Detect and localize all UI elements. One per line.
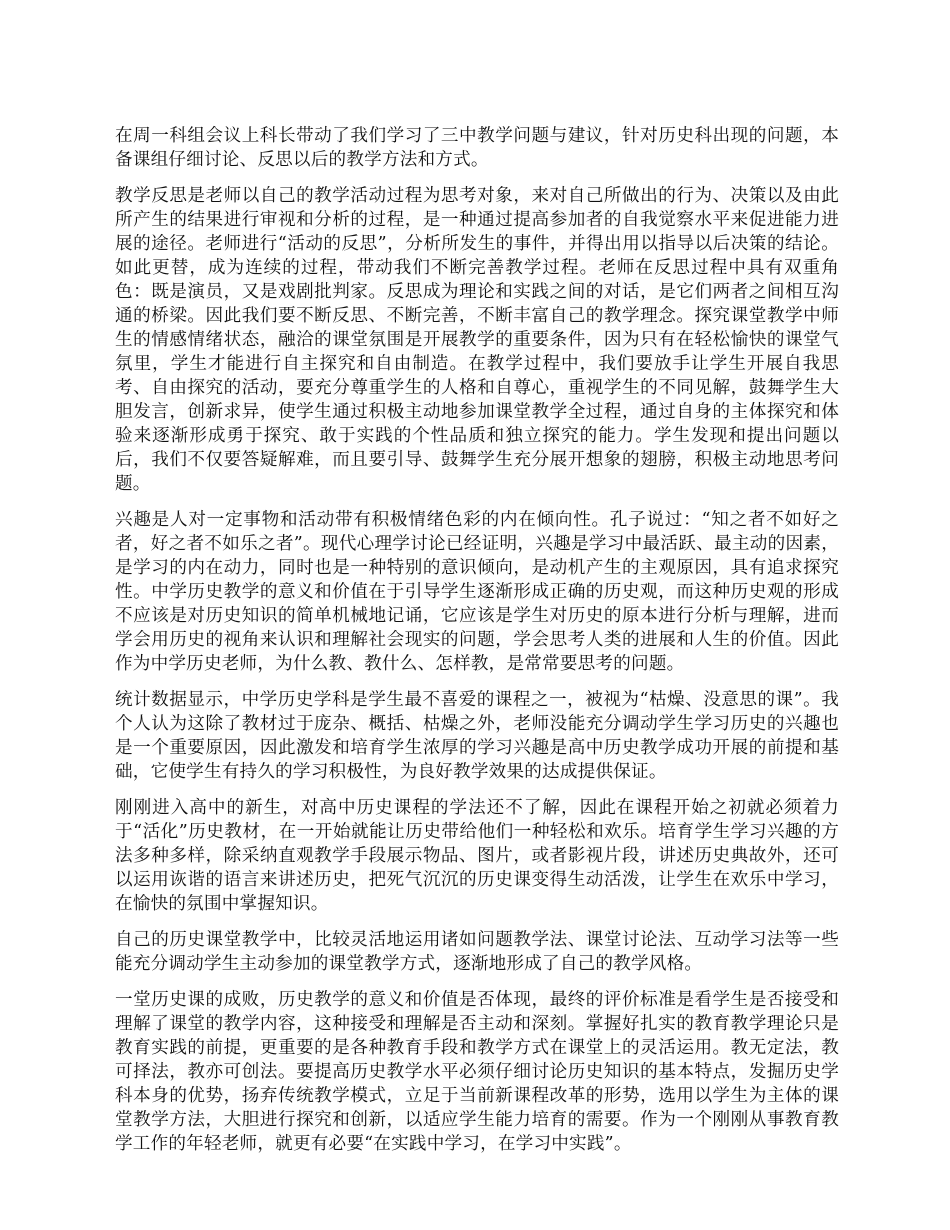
paragraph-statistics: 统计数据显示，中学历史学科是学生最不喜爱的课程之一，被视为“枯燥、没意思的课”。我个人认为这除了教材过于庞杂、概括、枯燥之外，老师没能充分调动学生学习历史的兴趣也是一个重要原因，因此激发和培育学生浓厚的学习兴趣是高中历史教学成功开展的前提和基础，它使学生有持久的学习积极性，为良好教学效果的达成提供保证。 [115,690,839,782]
paragraph-conclusion: 一堂历史课的成败，历史教学的意义和价值是否体现，最终的评价标准是看学生是否接受和理解了课堂的教学内容，这种接受和理解是否主动和深刻。掌握好扎实的教育教学理论只是教育实践的前提，更重要的是各种教育手段和教学方式在课堂上的灵活运用。教无定法，教可择法，教亦可创法。要提高历史教学水平必须仔细讨论历史知识的基本特点，发掘历史学科本身的优势，扬弃传统教学模式，立足于当前新课程改革的形势，选用以学生为主体的课堂教学方法，大胆进行探究和创新，以适应学生能力培育的需要。作为一个刚刚从事教育教学工作的年轻老师，就更有必要“在实践中学习，在学习中实践”。 [115,990,839,1154]
paragraph-teaching-style: 自己的历史课堂教学中，比较灵活地运用诸如问题教学法、课堂讨论法、互动学习法等一些能充分调动学生主动参加的课堂教学方式，逐渐地形成了自己的教学风格。 [115,930,839,974]
document-body [115,124,839,1168]
paragraph-interest: 兴趣是人对一定事物和活动带有积极情绪色彩的内在倾向性。孔子说过：“知之者不如好之者，好之者不如乐之者”。现代心理学讨论已经证明，兴趣是学习中最活跃、最主动的因素，是学习的内在动力，同时也是一种特别的意识倾向，是动机产生的主观原因，具有追求探究性。中学历史教学的意义和价值在于引导学生逐渐形成正确的历史观，而这种历史观的形成不应该是对历史知识的简单机械地记诵，它应该是学生对历史的原本进行分析与理解，进而学会用历史的视角来认识和理解社会现实的问题，学会思考人类的进展和人生的价值。因此作为中学历史老师，为什么教、教什么、怎样教，是常常要思考的问题。 [115,510,839,674]
paragraph-reflection: 教学反思是老师以自己的教学活动过程为思考对象，来对自己所做出的行为、决策以及由此所产生的结果进行审视和分析的过程，是一种通过提高参加者的自我觉察水平来促进能力进展的途径。老师进行“活动的反思”，分析所发生的事件，并得出用以指导以后决策的结论。如此更替，成为连续的过程，带动我们不断完善教学过程。老师在反思过程中具有双重角色：既是演员，又是戏剧批判家。反思成为理论和实践之间的对话，是它们两者之间相互沟通的桥梁。因此我们要不断反思、不断完善，不断丰富自己的教学理念。探究课堂教学中师生的情感情绪状态，融洽的课堂氛围是开展教学的重要条件，因为只有在轻松愉快的课堂气氛里，学生才能进行自主探究和自由制造。在教学过程中，我们要放手让学生开展自我思考、自由探究的活动，要充分尊重学生的人格和自尊心，重视学生的不同见解，鼓舞学生大胆发言，创新求异，使学生通过积极主动地参加课堂教学全过程，通过自身的主体探究和体验来逐渐形成勇于探究、敢于实践的个性品质和独立探究的能力。学生发现和提出问题以后，我们不仅要答疑解难，而且要引导、鼓舞学生充分展开想象的翅膀，积极主动地思考问题。 [115,186,839,494]
paragraph-new-students: 刚刚进入高中的新生，对高中历史课程的学法还不了解，因此在课程开始之初就必须着力于“活化”历史教材，在一开始就能让历史带给他们一种轻松和欢乐。培育学生学习兴趣的方法多种多样，除采纳直观教学手段展示物品、图片，或者影视片段，讲述历史典故外，还可以运用诙谐的语言来讲述历史，把死气沉沉的历史课变得生动活泼，让学生在欢乐中学习，在愉快的氛围中掌握知识。 [115,798,839,914]
paragraph-intro: 在周一科组会议上科长带动了我们学习了三中教学问题与建议，针对历史科出现的问题，本备课组仔细讨论、反思以后的教学方法和方式。 [115,126,839,170]
